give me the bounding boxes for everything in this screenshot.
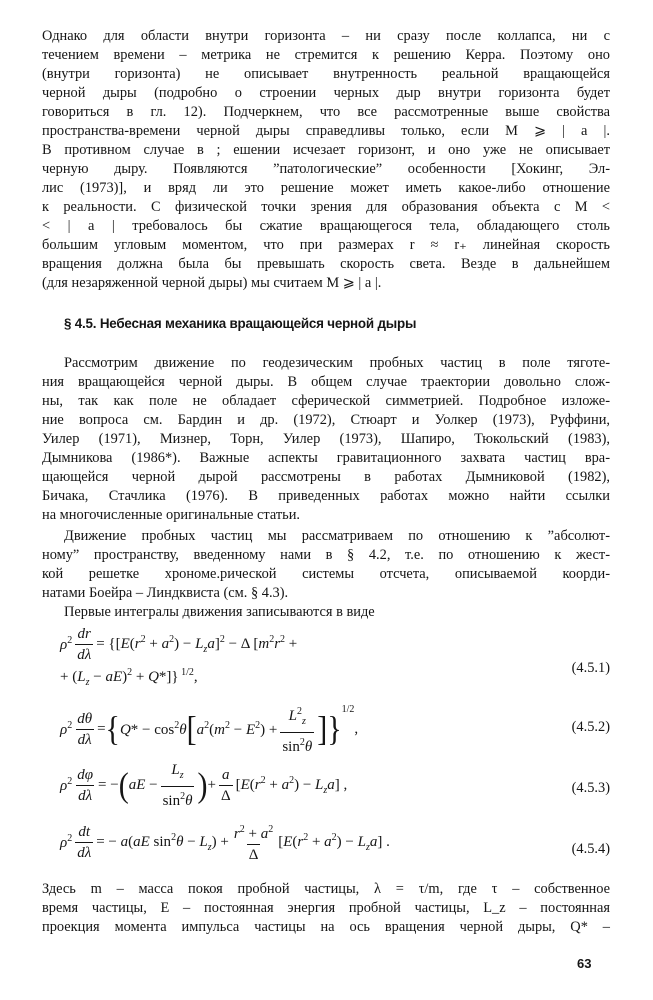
- equation-4-5-4: $\rho^2$ $\frac{dt}{d\lambda}$ = − a(aE $\sin^2\theta - L_z$) + $\frac{r^2 + a^2}{\Delta}$ $[E(r^2 + a^2) - L_za]$ .: [60, 824, 390, 863]
- text-line: натами Боейра – Линдквиста (см. § 4.3).: [42, 585, 289, 601]
- text-line: черную дыру. Появляются ”патологические” особенности [Хокинг, Эл-: [42, 161, 610, 177]
- text-line: Здесь m – масса покоя пробной частицы, λ = τ/m, где τ – собственное: [42, 881, 610, 897]
- text-line: ному” пространству, введенному нами в § 4.2, т.е. по отношению к жест-: [42, 547, 610, 563]
- text-line: черной дыры (подробно о строении черных дыр внутри горизонта будет: [42, 85, 610, 101]
- text-line: Однако для области внутри горизонта – ни сразу после коллапса, ни с: [42, 28, 610, 44]
- text-line: говориться в гл. 12). Подчеркнем, что все рассмотренные выше свойства: [42, 104, 610, 120]
- text-line: проекция момента импульса частицы на ось вращения черной дыры, Q* –: [42, 919, 610, 935]
- text-line: кой решетке хрономе.рической системы отсчета, описываемой коорди-: [42, 566, 610, 582]
- section-heading: § 4.5. Небесная механика вращающейся черной дыры: [64, 316, 417, 331]
- text-line: вращения должна была бы превышать скорость света. Везде в дальнейшем: [42, 256, 610, 272]
- text-line: течением времени – метрика не стремится к решению Керра. Поэтому оно: [42, 47, 610, 63]
- text-line: ны, так как поле не обладает сферической симметрией. Подробное изложе-: [42, 393, 610, 409]
- text-line: (для незаряженной черной дыры) мы считаем M ⩾ | a |.: [42, 275, 382, 291]
- text-line: < | a | требовалось бы сжатие вращающегося тела, обладающего столь: [42, 218, 610, 234]
- text-line: Уилер (1971), Мизнер, Торн, Уилер (1973), Шапиро, Тюкольский (1983),: [42, 431, 610, 447]
- equation-4-5-3: $\rho^2$ $\frac{d\varphi}{d\lambda}$ = − ( aE − $\frac{L_z}{\sin^2\theta}$ ) + $\frac{a}{\Delta}$ $[E(r^2 + a^2) - L_za]$ ,: [60, 762, 348, 809]
- equation-number: (4.5.3): [571, 780, 610, 796]
- equation-number: (4.5.1): [571, 660, 610, 676]
- equation-4-5-2: $\rho^2$ $\frac{d\theta}{d\lambda}$ = { $Q* - \cos^2\theta$ [ $a^2(m^2 - E^2)$ + $\frac{L^2_z}{\sin^2\theta}$ ] } $^{1/2}$ ,: [60, 704, 359, 755]
- text-line: пространства-времени черной дыры справедливы только, если M ⩾ | a |.: [42, 123, 610, 139]
- equation-4-5-1: $\rho^2$ $\frac{dr}{d\lambda}$ = {$[E(r^2 + a^2) - L_za]^2 - \Delta$ [$m^2r^2$ + + $(L_z - aE)^2 + Q*$]} $^{1/2}$,: [60, 626, 298, 688]
- text-line: большим угловым моментом, что при размерах r ≈ r₊ линейная скорость: [42, 237, 610, 253]
- text-line: время частицы, E – постоянная энергия пробной частицы, L_z – постоянная: [42, 900, 610, 916]
- text-line: (внутри горизонта) не описывает внутренность реальной вращающейся: [42, 66, 610, 82]
- text-line: лис (1973)], и вряд ли это решение может иметь какое-либо отношение: [42, 180, 610, 196]
- equation-number: (4.5.4): [571, 841, 610, 857]
- text-line: ние вопроса см. Бардин и др. (1972), Стюарт и Уолкер (1973), Руффини,: [42, 412, 610, 428]
- text-line: Первые интегралы движения записываются в виде: [64, 604, 375, 620]
- text-line: на многочисленные оригинальные статьи.: [42, 507, 301, 523]
- text-line: щающейся черной дырой рассмотрены в работах Дымниковой (1982),: [42, 469, 610, 485]
- text-line: ния вращающейся черной дыры. В общем случае траектории довольно слож-: [42, 374, 610, 390]
- text-line: В противном случае в ; ешении исчезает горизонт, и оно уже не описывает: [42, 142, 610, 158]
- text-line: к реальности. С физической точки зрения для образования объекта с M <: [42, 199, 610, 215]
- text-line: Дымникова (1986*). Важные аспекты гравитационного захвата частиц вра-: [42, 450, 610, 466]
- equation-number: (4.5.2): [571, 719, 610, 735]
- text-line: Бичака, Стачлика (1976). В приведенных работах можно найти ссылки: [42, 488, 610, 504]
- page-number: 63: [577, 956, 592, 971]
- text-line: Рассмотрим движение по геодезическим пробных частиц в поле тяготе-: [64, 355, 610, 371]
- text-line: Движение пробных частиц мы рассматриваем по отношению к ”абсолют-: [64, 528, 610, 544]
